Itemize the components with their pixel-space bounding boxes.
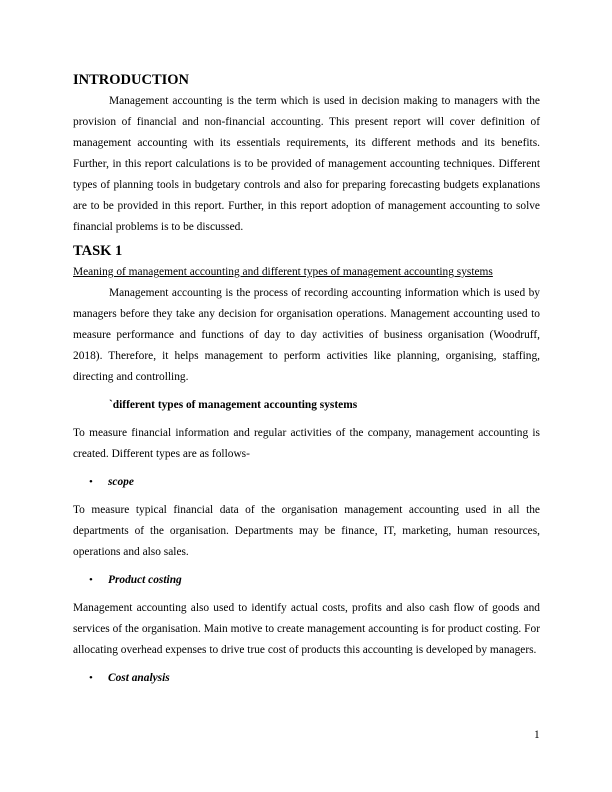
bullet-product-costing: [89, 570, 540, 591]
page-content: [73, 71, 540, 696]
bullet-dot-icon: •: [89, 672, 93, 684]
bullet-dot-icon: •: [89, 476, 93, 488]
page-number: 1: [534, 729, 540, 741]
types-intro-paragraph: To measure financial information and regular activities of the company, management accounting is created. Different types are as follows-: [73, 427, 540, 460]
task1-subtitle: Meaning of management accounting and different types of management accounting systems: [73, 266, 493, 278]
scope-paragraph: To measure typical financial data of the organisation management accounting used in all the departments of the organisation. Departments may be finance, IT, marketing, human resources, operations and also sales.: [73, 504, 540, 558]
types-heading: `different types of management accounting systems: [109, 399, 358, 411]
bullet-label: Product costing: [108, 574, 182, 586]
bullet-scope: [89, 472, 540, 493]
product-costing-paragraph: Management accounting also used to identify actual costs, profits and also cash flow of goods and services of the organisation. Main motive to create management accounting is for product costing. For allocating overhead expenses to drive true cost of products this accounting is developed by managers.: [73, 602, 540, 656]
bullet-dot-icon: •: [89, 574, 93, 586]
task1-paragraph: Management accounting is the process of recording accounting information which is used by managers before they take any decision for organisation operations. Management accounting used to measure performance and functions of day to day activities of business organisation (Woodruff, 2018). Therefore, it helps management to perform activities like planning, organising, staffing, directing and controlling.: [73, 287, 540, 383]
bullet-label: Cost analysis: [108, 672, 170, 684]
introduction-paragraph: Management accounting is the term which is used in decision making to managers with the provision of financial and non-financial accounting. This present report will cover definition of management accounting with its essentials requirements, its different methods and its benefits. Further, in this report calculations is to be provided of management accounting techniques. Different types of planning tools in budgetary controls and also for preparing forecasting budgets explanations are to be provided in this report. Further, in this report adoption of management accounting to solve financial problems is to be discussed.: [73, 95, 540, 233]
bullet-cost-analysis: [89, 668, 540, 689]
task1-heading: TASK 1: [73, 243, 123, 259]
bullet-label: scope: [108, 476, 134, 488]
introduction-heading: INTRODUCTION: [73, 72, 190, 88]
